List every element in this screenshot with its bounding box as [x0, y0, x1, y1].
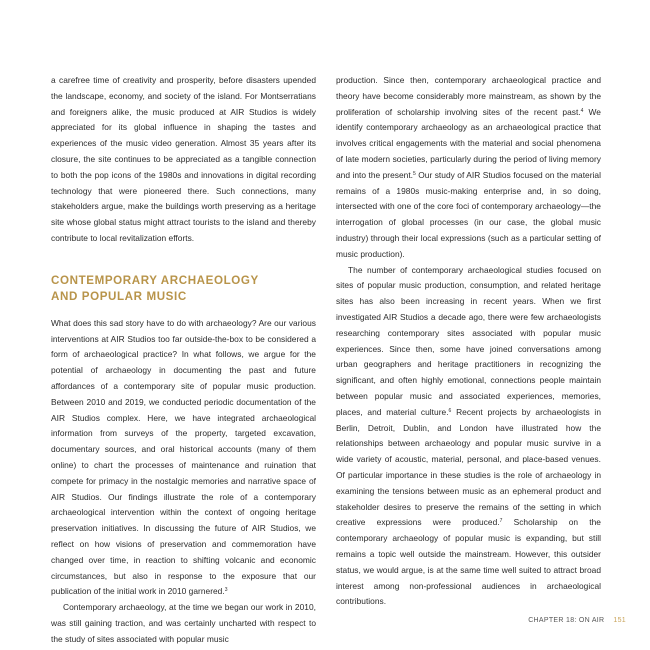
- paragraph-text: What does this sad story have to do with archaeology? Are our various interventions at AIR Studios too far outside-the-box to be considered a form of archaeological practice? In what follows, we argue for the potential of archaeology in documenting the past and future affordances of a contemporary site of popular music production. Between 2010 and 2019, we conducted periodic documentation of the AIR Studios complex. Here, we have integrated archaeological information from surveys of the property, targeted excavation, documentary sources, and oral historical accounts (many of them online) to chart the processes of maintenance and ruination that compete for primacy in the nostalgic memories and narrative space of AIR Studios. Our findings illustrate the role of a contemporary archaeological intervention within the context of ongoing heritage preservation initiatives. In discussing the future of AIR Studios, we reflect on how visions of preservation and commemoration have changed over time, in reaction to shifting volcanic and economic circumstances, but also in response to the exposure that our publication of the initial work in 2010 garnered.: [51, 317, 316, 597]
- footnote-marker: 6: [448, 407, 452, 414]
- footnote-marker: 4: [580, 107, 584, 114]
- body-paragraph: [336, 263, 601, 611]
- paragraph-text: Recent projects by archaeologists in Berlin, Detroit, Dublin, and London have illustrated how the relationships between archaeology and popular music survive in a wide variety of acoustic, material, personal, and place-based venues. Of particular importance in these studies is the role of archaeology in examining the tensions between music as an ephemeral product and stakeholder desires to preserve the remains of the setting in which creative expressions were produced.: [336, 406, 601, 528]
- paragraph-text: We identify contemporary archaeology as an archaeological practice that involves critical engagements with the material and social phenomena of late modern societies, particularly during the period of living memory and into the present.: [336, 106, 601, 180]
- paragraph-text: Our study of AIR Studios focused on the material remains of a 1980s music-making enterprise and, in so doing, intersected with one of the core foci of contemporary archaeology—the interrogation of global processes (in our case, the global music industry) through their local expressions (such as a particular setting of music production).: [336, 169, 601, 259]
- running-footer-chapter: CHAPTER 18: ON AIR: [528, 617, 605, 624]
- paragraph-text: Scholarship on the contemporary archaeology of popular music is expanding, but still remains a topic well outside the mainstream. However, this outsider status, we would argue, is at the same time well suited to attract broad interest among non-professional audiences in archaeological contributions.: [336, 517, 601, 607]
- right-column: [336, 73, 601, 610]
- left-column: [51, 73, 316, 648]
- paragraph-text: production. Since then, contemporary archaeological practice and theory have become considerably more mainstream, as shown by the proliferation of scholarship involving sites of the recent past.: [336, 75, 601, 117]
- footnote-marker: 5: [413, 170, 416, 177]
- body-paragraph: Contemporary archaeology, at the time we began our work in 2010, was still gaining traction, and was certainly uncharted with respect to the study of sites associated with popular music: [51, 602, 316, 644]
- section-heading-line-1: CONTEMPORARY ARCHAEOLOGY: [51, 273, 259, 287]
- footnote-marker: 3: [224, 587, 228, 594]
- body-paragraph: [336, 73, 601, 263]
- body-paragraph: a carefree time of creativity and prosperity, before disasters upended the landscape, economy, and society of the island. For Montserratians and foreigners alike, the music produced at AIR Studios is widely appreciated for its global influence in shaping the tastes and experiences of the music video generation. Almost 35 years after its closure, the site continues to be appreciated as a tangible connection to both the pop icons of the 1980s and innovations in digital recording technology that were pioneered there. Such connections, many stakeholders argue, make the buildings worth preserving as a heritage site whose global status might attract tourists to the island and thereby contribute to local revitalization efforts.: [51, 75, 316, 243]
- paragraph-text: The number of contemporary archaeological studies focused on sites of popular music production, consumption, and related heritage sites has also been increasing in recent years. When we first investigated AIR Studios a decade ago, there were few archaeologists researching contemporary sites associated with popular music experiences. Since then, some have joined conversations among urban geographers and heritage practitioners in recognizing the significant, and often highly emotional, connections people maintain between popular music and associated experiences, memories, places, and material culture.: [336, 264, 601, 417]
- page-footer: [528, 617, 626, 624]
- section-heading-line-2: AND POPULAR MUSIC: [51, 289, 187, 303]
- page-number: 151: [613, 617, 626, 624]
- section-heading: [51, 273, 316, 305]
- footnote-marker: 7: [499, 518, 503, 525]
- body-paragraph: [51, 316, 316, 600]
